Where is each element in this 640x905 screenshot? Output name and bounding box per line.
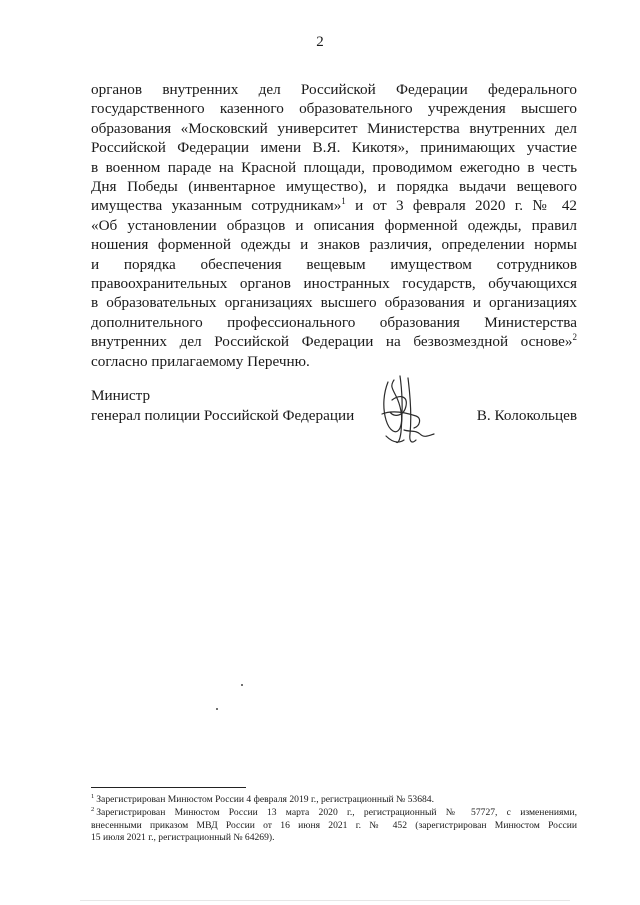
- paragraph-line: в военном параде на Красной площади, проводимом ежегодно в честь: [91, 158, 577, 176]
- paragraph-line: «Об установлении образцов и описания форменной одежды, правил: [91, 216, 577, 234]
- scan-bottom-edge: [80, 900, 570, 901]
- signatory-position: Министр: [91, 387, 151, 404]
- main-paragraph: [91, 80, 577, 371]
- paragraph-line-with-footnote-2: [91, 332, 577, 351]
- paragraph-line-part: внутренних дел Российской Федерации на безвозмездной основе»: [91, 333, 573, 351]
- footnote-separator: [91, 787, 246, 788]
- paragraph-line-part: имущества указанным сотрудникам»: [91, 197, 342, 215]
- footnote-line: [91, 807, 577, 819]
- signatory-rank: генерал полиции Российской Федерации: [91, 407, 355, 424]
- signature-block: [91, 386, 577, 426]
- page-number: 2: [316, 34, 324, 50]
- paragraph-line: правоохранительных органов иностранных государств, обучающихся: [91, 275, 577, 293]
- signatory-name: В. Колокольцев: [476, 407, 577, 424]
- paragraph-line: дополнительного профессионального образования Министерства: [91, 313, 577, 331]
- footnote-line: [91, 794, 577, 806]
- paragraph-line: Российской Федерации имени В.Я. Кикотя», принимающих участие: [91, 139, 577, 157]
- footnote-line: 15 июля 2021 г., регистрационный № 64269).: [91, 832, 275, 844]
- footnote-mark: 2: [91, 806, 95, 814]
- footnote-2: [91, 807, 577, 844]
- paragraph-line: согласно прилагаемому Перечню.: [91, 352, 310, 370]
- footnotes: [91, 794, 577, 845]
- stray-mark: [216, 708, 218, 710]
- footnote-text: Зарегистрирован Минюстом России 13 марта 2020 г., регистрационный № 57727, с изменениями,: [96, 807, 577, 819]
- paragraph-line: органов внутренних дел Российской Федерации федерального: [91, 81, 577, 98]
- paragraph-line: ношения форменной одежды и знаков различия, определении нормы: [91, 236, 577, 254]
- footnote-ref-1[interactable]: 1: [341, 196, 346, 207]
- paragraph-line: Дня Победы (инвентарное имущество), и порядка выдачи вещевого: [91, 178, 577, 196]
- paragraph-line: в образовательных организациях высшего образования и организациях: [91, 294, 577, 312]
- footnote-1: [91, 794, 577, 806]
- footnote-mark: 1: [91, 792, 95, 800]
- paragraph-line-part: и от 3 февраля 2020 г. № 42: [345, 197, 578, 215]
- paragraph-line: государственного казенного образовательного учреждения высшего: [91, 100, 577, 118]
- paragraph-line-with-footnote-1: [91, 196, 577, 215]
- stray-mark: [241, 684, 243, 686]
- footnote-line: внесенными приказом МВД России от 16 июня 2021 г. № 452 (зарегистрирован Минюстом России: [91, 819, 577, 831]
- footnote-ref-2[interactable]: 2: [572, 332, 577, 343]
- paragraph-line: образования «Московский университет Министерства внутренних дел: [91, 119, 577, 137]
- handwritten-signature-icon: [370, 370, 442, 450]
- footnote-text: Зарегистрирован Минюстом России 4 февраля 2019 г., регистрационный № 53684.: [96, 794, 434, 805]
- paragraph-line: и порядка обеспечения вещевым имуществом сотрудников: [91, 255, 577, 273]
